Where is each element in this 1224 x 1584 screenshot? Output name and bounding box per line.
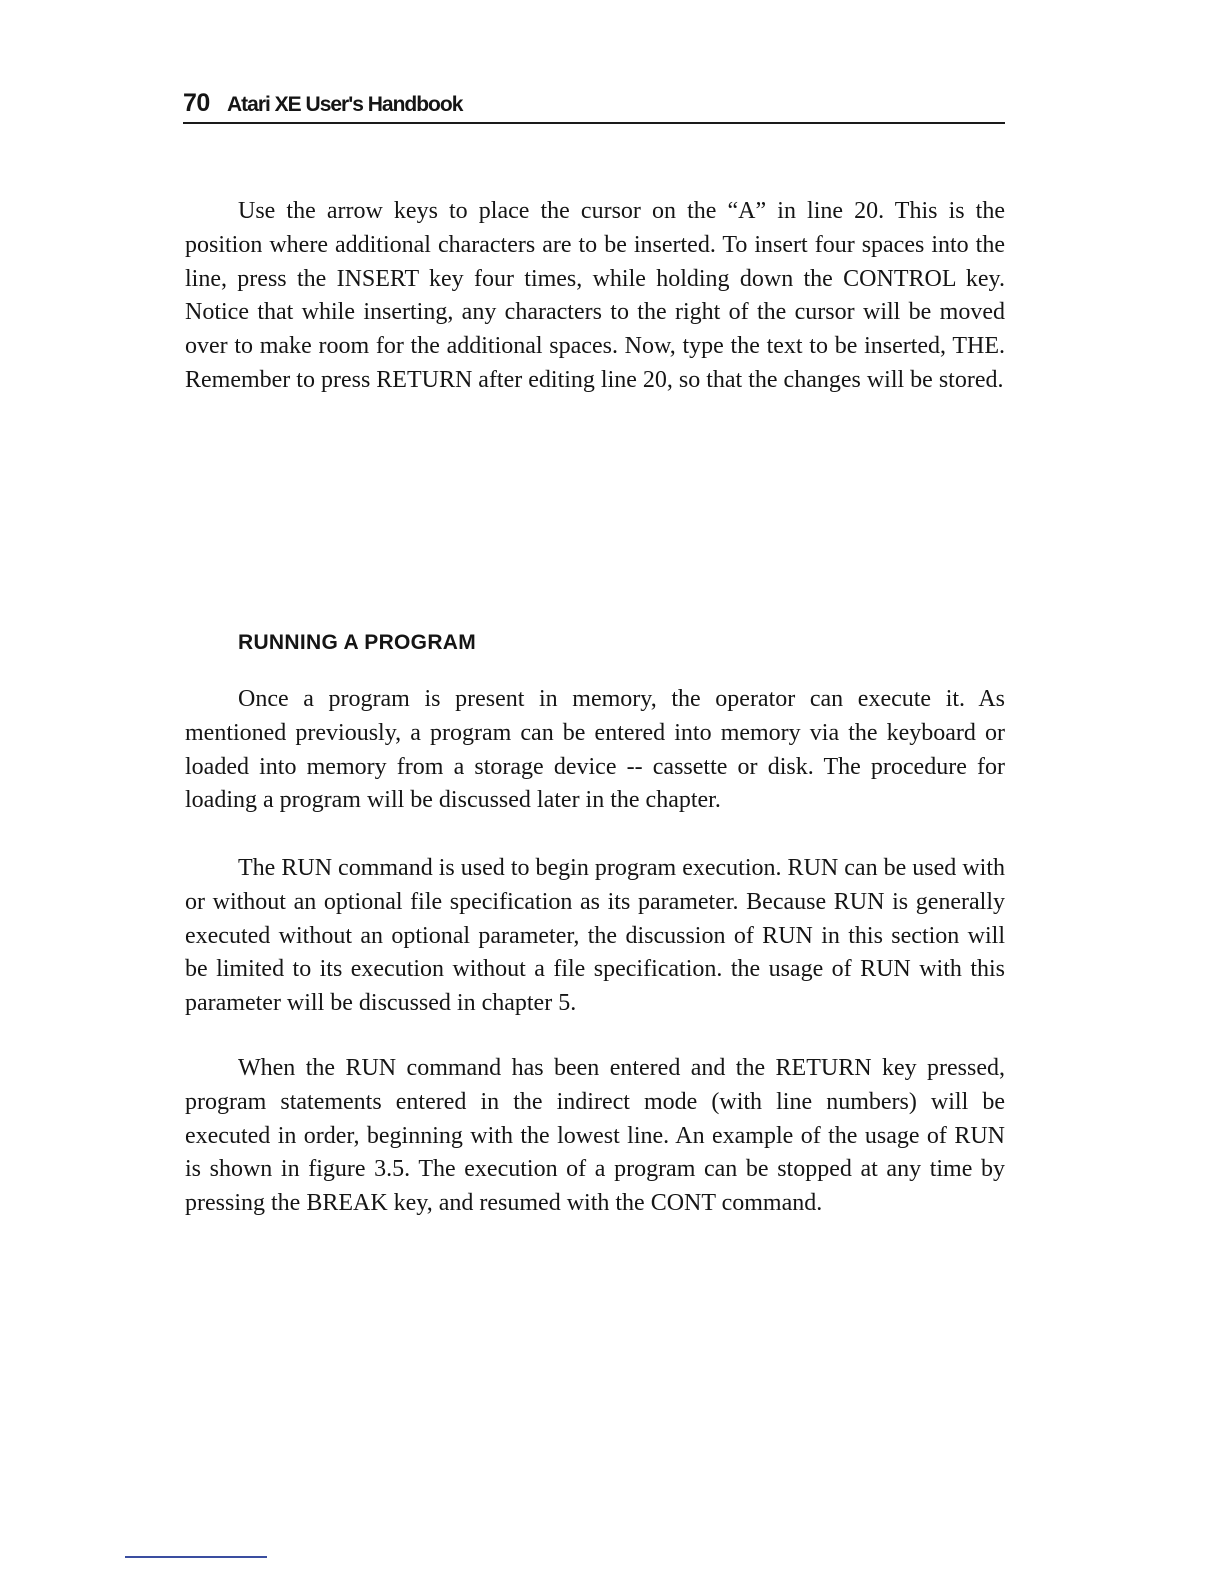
page-number: 70 xyxy=(183,89,210,117)
body-paragraph: The RUN command is used to begin program execution. RUN can be used with or without an optional file specification as its parameter. Because RUN is generally executed without an optional parameter, the discussion of RUN in this section will be limited to its execution without a file specification. the usage of RUN with this parameter will be discussed in chapter 5. xyxy=(185,855,1005,1017)
body-paragraph: When the RUN command has been entered and the RETURN key pressed, program statements entered in the indirect mode (with line numbers) will be executed in order, beginning with the lowest line. An example of the usage of RUN is shown in figure 3.5. The execution of a program can be stopped at any time by pressing the BREAK key, and resumed with the CONT command. xyxy=(185,1055,1005,1217)
page-header xyxy=(183,86,1005,124)
section-heading: RUNNING A PROGRAM xyxy=(238,631,477,654)
intro-paragraph: Use the arrow keys to place the cursor on the “A” in line 20. This is the position where additional characters are to be inserted. To insert four spaces into the line, press the INSERT key four times, while holding down the CONTROL key. Notice that while inserting, any characters to the right of the cursor will be moved over to make room for the additional spaces. Now, type the text to be inserted, THE. Remember to press RETURN after editing line 20, so that the changes will be stored. xyxy=(185,198,1005,393)
body-paragraph: Once a program is present in memory, the operator can execute it. As mentioned previously, a program can be entered into memory via the keyboard or loaded into memory from a storage device -- cassette or disk. The procedure for loading a program will be discussed later in the chapter. xyxy=(185,686,1005,814)
footer-rule xyxy=(125,1556,267,1558)
running-title: Atari XE User's Handbook xyxy=(227,93,463,116)
